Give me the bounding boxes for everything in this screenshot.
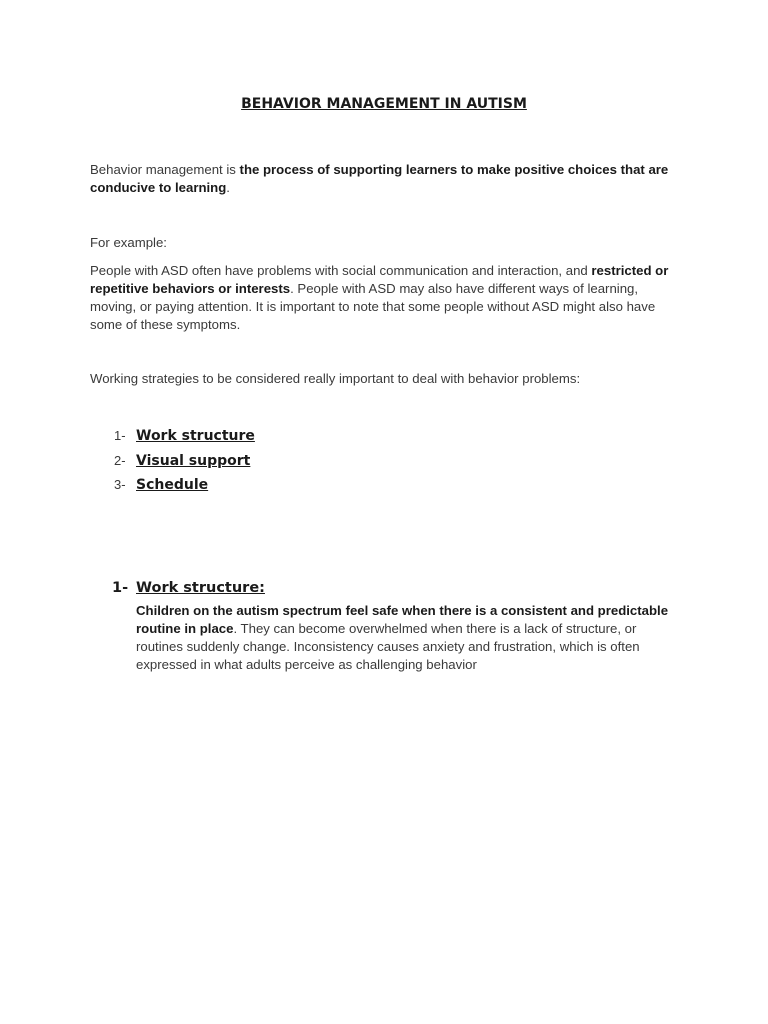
document-title: BEHAVIOR MANAGEMENT IN AUTISM [241, 96, 527, 112]
structure-bold: Children on the autism spectrum feel safe when there is a consistent and predictable routine in place [136, 603, 669, 636]
intro-paragraph [90, 161, 680, 197]
list-item-number: 1- [114, 428, 126, 443]
asd-lead: People with ASD often have problems with social communication and interaction, and [90, 263, 592, 278]
asd-bold: restricted or repetitive behaviors or interests [90, 263, 669, 296]
strategy-link-work-structure[interactable]: Work structure [136, 428, 255, 444]
section-title: Work structure: [136, 580, 265, 596]
section-number: 1- [112, 580, 129, 596]
list-item-number: 2- [114, 452, 126, 468]
asd-paragraph [90, 262, 675, 334]
list-item-number: 3- [114, 477, 126, 492]
intro-bold: the process of supporting learners to make positive choices that are conducive to learning [90, 162, 669, 195]
list-item [114, 477, 255, 502]
strategy-list [114, 428, 255, 502]
structure-tail: . They can become overwhelmed when there is a lack of structure, or routines suddenly change. Inconsistency causes anxiety and frustration, which is often expressed in what adults perceive as challenging behavior [136, 621, 640, 672]
intro-tail: . [226, 180, 230, 195]
list-item [114, 428, 255, 453]
strategy-link-schedule[interactable]: Schedule [136, 477, 209, 493]
list-item [114, 453, 255, 478]
work-structure-paragraph [136, 602, 676, 674]
asd-tail: . People with ASD may also have different ways of learning, moving, or paying attention. It is important to note that some people without ASD might also have some of these symptoms. [90, 281, 656, 332]
working-strategies-text: Working strategies to be considered really important to deal with behavior problems: [90, 371, 581, 386]
example-label: For example: [90, 235, 167, 250]
strategy-link-visual-support[interactable]: Visual support [136, 452, 251, 469]
intro-lead: Behavior management is [90, 162, 240, 177]
section-heading-work-structure [112, 580, 265, 596]
